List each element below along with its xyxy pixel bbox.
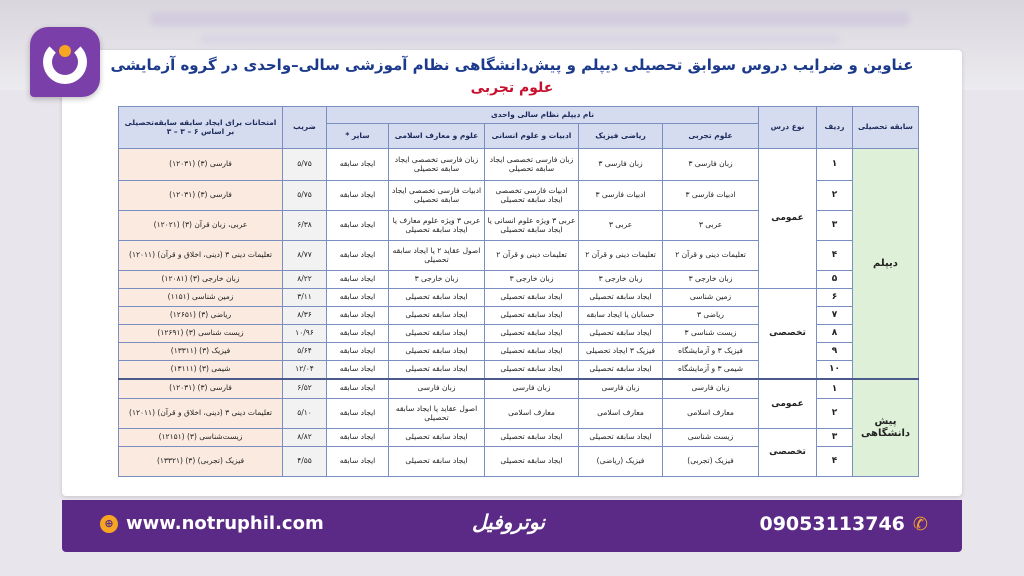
- cell-exam: تعلیمات دینی ۳ (دینی، اخلاق و قرآن) (۱۲۰۱۱): [119, 241, 283, 271]
- cell-maaref: ایجاد سابقه تحصیلی: [389, 307, 485, 325]
- globe-icon: ⊕: [100, 515, 118, 533]
- cell-maaref: عربی ۳ ویژه علوم معارف یا ایجاد سابقه تحصیلی: [389, 211, 485, 241]
- website-link[interactable]: [100, 513, 324, 534]
- cell-coef: ۵/۶۴: [283, 343, 327, 361]
- header-olum: علوم تجربی: [663, 124, 759, 149]
- cell-ensani: ایجاد سابقه تحصیلی: [485, 447, 579, 477]
- course-type-general: عمومی: [759, 149, 817, 289]
- cell-ensani: زبان فارسی تخصصی ایجاد سابقه تحصیلی: [485, 149, 579, 181]
- cell-riazi: زبان فارسی: [579, 379, 663, 399]
- row-number: ۴: [817, 241, 853, 271]
- cell-ensani: زبان فارسی: [485, 379, 579, 399]
- cell-ensani: ایجاد سابقه تحصیلی: [485, 307, 579, 325]
- cell-sayer: ایجاد سابقه: [327, 307, 389, 325]
- table-row: [119, 429, 919, 447]
- row-number: ۵: [817, 271, 853, 289]
- cell-olum: شیمی ۳ و آزمایشگاه: [663, 361, 759, 379]
- cell-riazi: فیزیک ۳ ایجاد تحصیلی: [579, 343, 663, 361]
- cell-ensani: ایجاد سابقه تحصیلی: [485, 361, 579, 379]
- cell-sayer: ایجاد سابقه: [327, 343, 389, 361]
- row-number: ۴: [817, 447, 853, 477]
- cell-sayer: ایجاد سابقه: [327, 271, 389, 289]
- cell-exam: فیزیک (تجربی) (۳) (۱۳۳۲۱): [119, 447, 283, 477]
- cell-maaref: ایجاد سابقه تحصیلی: [389, 447, 485, 477]
- blurred-text: [150, 12, 910, 26]
- cell-maaref: اصول عقاید ۲ یا ایجاد سابقه تحصیلی: [389, 241, 485, 271]
- cell-maaref: ایجاد سابقه تحصیلی: [389, 429, 485, 447]
- cell-sayer: ایجاد سابقه: [327, 325, 389, 343]
- cell-exam: زمین شناسی (۱۱۵۱): [119, 289, 283, 307]
- cell-coef: ۸/۳۶: [283, 307, 327, 325]
- cell-sayer: ایجاد سابقه: [327, 379, 389, 399]
- header-radif: ردیف: [817, 107, 853, 149]
- cell-riazi: عربی ۳: [579, 211, 663, 241]
- course-type-general: عمومی: [759, 379, 817, 429]
- cell-ensani: ایجاد سابقه تحصیلی: [485, 289, 579, 307]
- cell-sayer: ایجاد سابقه: [327, 211, 389, 241]
- cell-ensani: ایجاد سابقه تحصیلی: [485, 325, 579, 343]
- cell-exam: تعلیمات دینی ۳ (دینی، اخلاق و قرآن) (۱۲۰۱۱): [119, 399, 283, 429]
- cell-olum: ادبیات فارسی ۳: [663, 181, 759, 211]
- row-number: ۶: [817, 289, 853, 307]
- row-number: ۲: [817, 181, 853, 211]
- cell-ensani: تعلیمات دینی و قرآن ۲: [485, 241, 579, 271]
- table-row: [119, 149, 919, 181]
- cell-sayer: ایجاد سابقه: [327, 289, 389, 307]
- table-card: [62, 50, 962, 496]
- header-exam: امتحانات برای ایجاد سابقه سابقه‌تحصیلی بر اساس ۶ – ۳ – ۳: [119, 107, 283, 149]
- header-type: نوع درس: [759, 107, 817, 149]
- cell-sayer: ایجاد سابقه: [327, 181, 389, 211]
- header-riazi: ریاضی فیزیک: [579, 124, 663, 149]
- cell-maaref: زبان فارسی تخصصی ایجاد سابقه تحصیلی: [389, 149, 485, 181]
- table-body: [119, 149, 919, 477]
- cell-maaref: ادبیات فارسی تخصصی ایجاد سابقه تحصیلی: [389, 181, 485, 211]
- cell-coef: ۸/۸۲: [283, 429, 327, 447]
- cell-exam: عربی، زبان قرآن (۳) (۱۲۰۲۱): [119, 211, 283, 241]
- cell-riazi: ادبیات فارسی ۳: [579, 181, 663, 211]
- row-number: ۸: [817, 325, 853, 343]
- cell-olum: معارف اسلامی: [663, 399, 759, 429]
- header-maaref: علوم و معارف اسلامی: [389, 124, 485, 149]
- row-number: ۷: [817, 307, 853, 325]
- cell-sayer: ایجاد سابقه: [327, 149, 389, 181]
- cell-maaref: زبان فارسی: [389, 379, 485, 399]
- cell-coef: ۸/۲۲: [283, 271, 327, 289]
- phone-text: 09053113746: [759, 513, 905, 535]
- cell-olum: فیزیک (تجربی): [663, 447, 759, 477]
- cell-coef: ۱۲/۰۴: [283, 361, 327, 379]
- cell-riazi: ایجاد سابقه تحصیلی: [579, 361, 663, 379]
- page-subtitle: علوم تجربی: [470, 80, 554, 96]
- cell-coef: ۵/۱۰: [283, 399, 327, 429]
- header-group: نام دیپلم نظام سالی واحدی: [327, 107, 759, 124]
- cell-exam: زیست‌شناسی (۳) (۱۲۱۵۱): [119, 429, 283, 447]
- cell-riazi: حسابان یا ایجاد سابقه: [579, 307, 663, 325]
- cell-exam: فیزیک (۳) (۱۳۳۱۱): [119, 343, 283, 361]
- cell-ensani: زبان خارجی ۳: [485, 271, 579, 289]
- cell-olum: زبان فارسی: [663, 379, 759, 399]
- row-number: ۹: [817, 343, 853, 361]
- header-sayer: سایر *: [327, 124, 389, 149]
- cell-coef: ۶/۳۸: [283, 211, 327, 241]
- cell-olum: فیزیک ۳ و آزمایشگاه: [663, 343, 759, 361]
- cell-maaref: ایجاد سابقه تحصیلی: [389, 361, 485, 379]
- cell-maaref: ایجاد سابقه تحصیلی: [389, 343, 485, 361]
- section-label: دیپلم: [853, 149, 919, 379]
- cell-ensani: ایجاد سابقه تحصیلی: [485, 343, 579, 361]
- cell-coef: ۳/۱۱: [283, 289, 327, 307]
- page-title: عناوین و ضرایب دروس سوابق تحصیلی دیپلم و پیش‌دانشگاهی نظام آموزشی سالی–واحدی در گروه آزمایشی: [110, 56, 914, 74]
- row-number: ۱۰: [817, 361, 853, 379]
- cell-maaref: ایجاد سابقه تحصیلی: [389, 325, 485, 343]
- row-number: ۱: [817, 379, 853, 399]
- header-sabeqe: سابقه تحصیلی: [853, 107, 919, 149]
- row-number: ۳: [817, 211, 853, 241]
- section-label: پیش دانشگاهی: [853, 379, 919, 477]
- cell-exam: فارسی (۳) (۱۲۰۳۱): [119, 379, 283, 399]
- logo-dot: [59, 45, 71, 57]
- cell-riazi: معارف اسلامی: [579, 399, 663, 429]
- footer-bar: [62, 500, 962, 552]
- table-row: [119, 379, 919, 399]
- cell-riazi: فیزیک (ریاضی): [579, 447, 663, 477]
- cell-coef: ۵/۷۵: [283, 149, 327, 181]
- row-number: ۳: [817, 429, 853, 447]
- cell-olum: ریاضی ۳: [663, 307, 759, 325]
- cell-ensani: عربی ۳ ویژه علوم انسانی یا ایجاد سابقه تحصیلی: [485, 211, 579, 241]
- cell-exam: فارسی (۳) (۱۲۰۳۱): [119, 149, 283, 181]
- cell-olum: زمین شناسی: [663, 289, 759, 307]
- cell-sayer: ایجاد سابقه: [327, 429, 389, 447]
- row-number: ۲: [817, 399, 853, 429]
- cell-coef: ۸/۷۷: [283, 241, 327, 271]
- cell-riazi: زبان فارسی ۳: [579, 149, 663, 181]
- course-type-special: تخصصی: [759, 429, 817, 477]
- cell-riazi: ایجاد سابقه تحصیلی: [579, 289, 663, 307]
- cell-sayer: ایجاد سابقه: [327, 399, 389, 429]
- cell-olum: زیست شناسی ۳: [663, 325, 759, 343]
- cell-ensani: ایجاد سابقه تحصیلی: [485, 429, 579, 447]
- cell-olum: عربی ۳: [663, 211, 759, 241]
- cell-coef: ۴/۵۵: [283, 447, 327, 477]
- course-type-special: تخصصی: [759, 289, 817, 379]
- cell-sayer: ایجاد سابقه: [327, 361, 389, 379]
- cell-ensani: معارف اسلامی: [485, 399, 579, 429]
- cell-olum: زبان خارجی ۳: [663, 271, 759, 289]
- cell-coef: ۱۰/۹۶: [283, 325, 327, 343]
- brand-name: نوتروفیل: [472, 510, 545, 534]
- cell-exam: شیمی (۳) (۱۳۱۱۱): [119, 361, 283, 379]
- header-ensani: ادبیات و علوم انسانی: [485, 124, 579, 149]
- header-coef: ضریب: [283, 107, 327, 149]
- courses-table: [118, 106, 919, 477]
- cell-olum: زیست شناسی: [663, 429, 759, 447]
- cell-olum: زبان فارسی ۳: [663, 149, 759, 181]
- brand-logo-icon: [30, 27, 100, 97]
- cell-riazi: ایجاد سابقه تحصیلی: [579, 325, 663, 343]
- table-row: [119, 289, 919, 307]
- cell-exam: زبان خارجی (۳) (۱۲۰۸۱): [119, 271, 283, 289]
- cell-exam: ریاضی (۳) (۱۲۶۵۱): [119, 307, 283, 325]
- cell-exam: فارسی (۳) (۱۲۰۳۱): [119, 181, 283, 211]
- cell-sayer: ایجاد سابقه: [327, 447, 389, 477]
- cell-riazi: زبان خارجی ۳: [579, 271, 663, 289]
- blurred-text: [200, 34, 840, 44]
- phone-link[interactable]: [759, 513, 928, 535]
- website-text: www.notruphil.com: [126, 513, 324, 534]
- cell-maaref: زبان خارجی ۳: [389, 271, 485, 289]
- cell-olum: تعلیمات دینی و قرآن ۲: [663, 241, 759, 271]
- cell-coef: ۵/۷۵: [283, 181, 327, 211]
- row-number: ۱: [817, 149, 853, 181]
- cell-ensani: ادبیات فارسی تخصصی ایجاد سابقه تحصیلی: [485, 181, 579, 211]
- cell-exam: زیست شناسی (۳) (۱۲۶۹۱): [119, 325, 283, 343]
- cell-sayer: ایجاد سابقه: [327, 241, 389, 271]
- cell-maaref: اصول عقاید یا ایجاد سابقه تحصیلی: [389, 399, 485, 429]
- cell-coef: ۶/۵۲: [283, 379, 327, 399]
- phone-icon: ✆: [912, 513, 928, 535]
- cell-riazi: تعلیمات دینی و قرآن ۲: [579, 241, 663, 271]
- cell-maaref: ایجاد سابقه تحصیلی: [389, 289, 485, 307]
- cell-riazi: ایجاد سابقه تحصیلی: [579, 429, 663, 447]
